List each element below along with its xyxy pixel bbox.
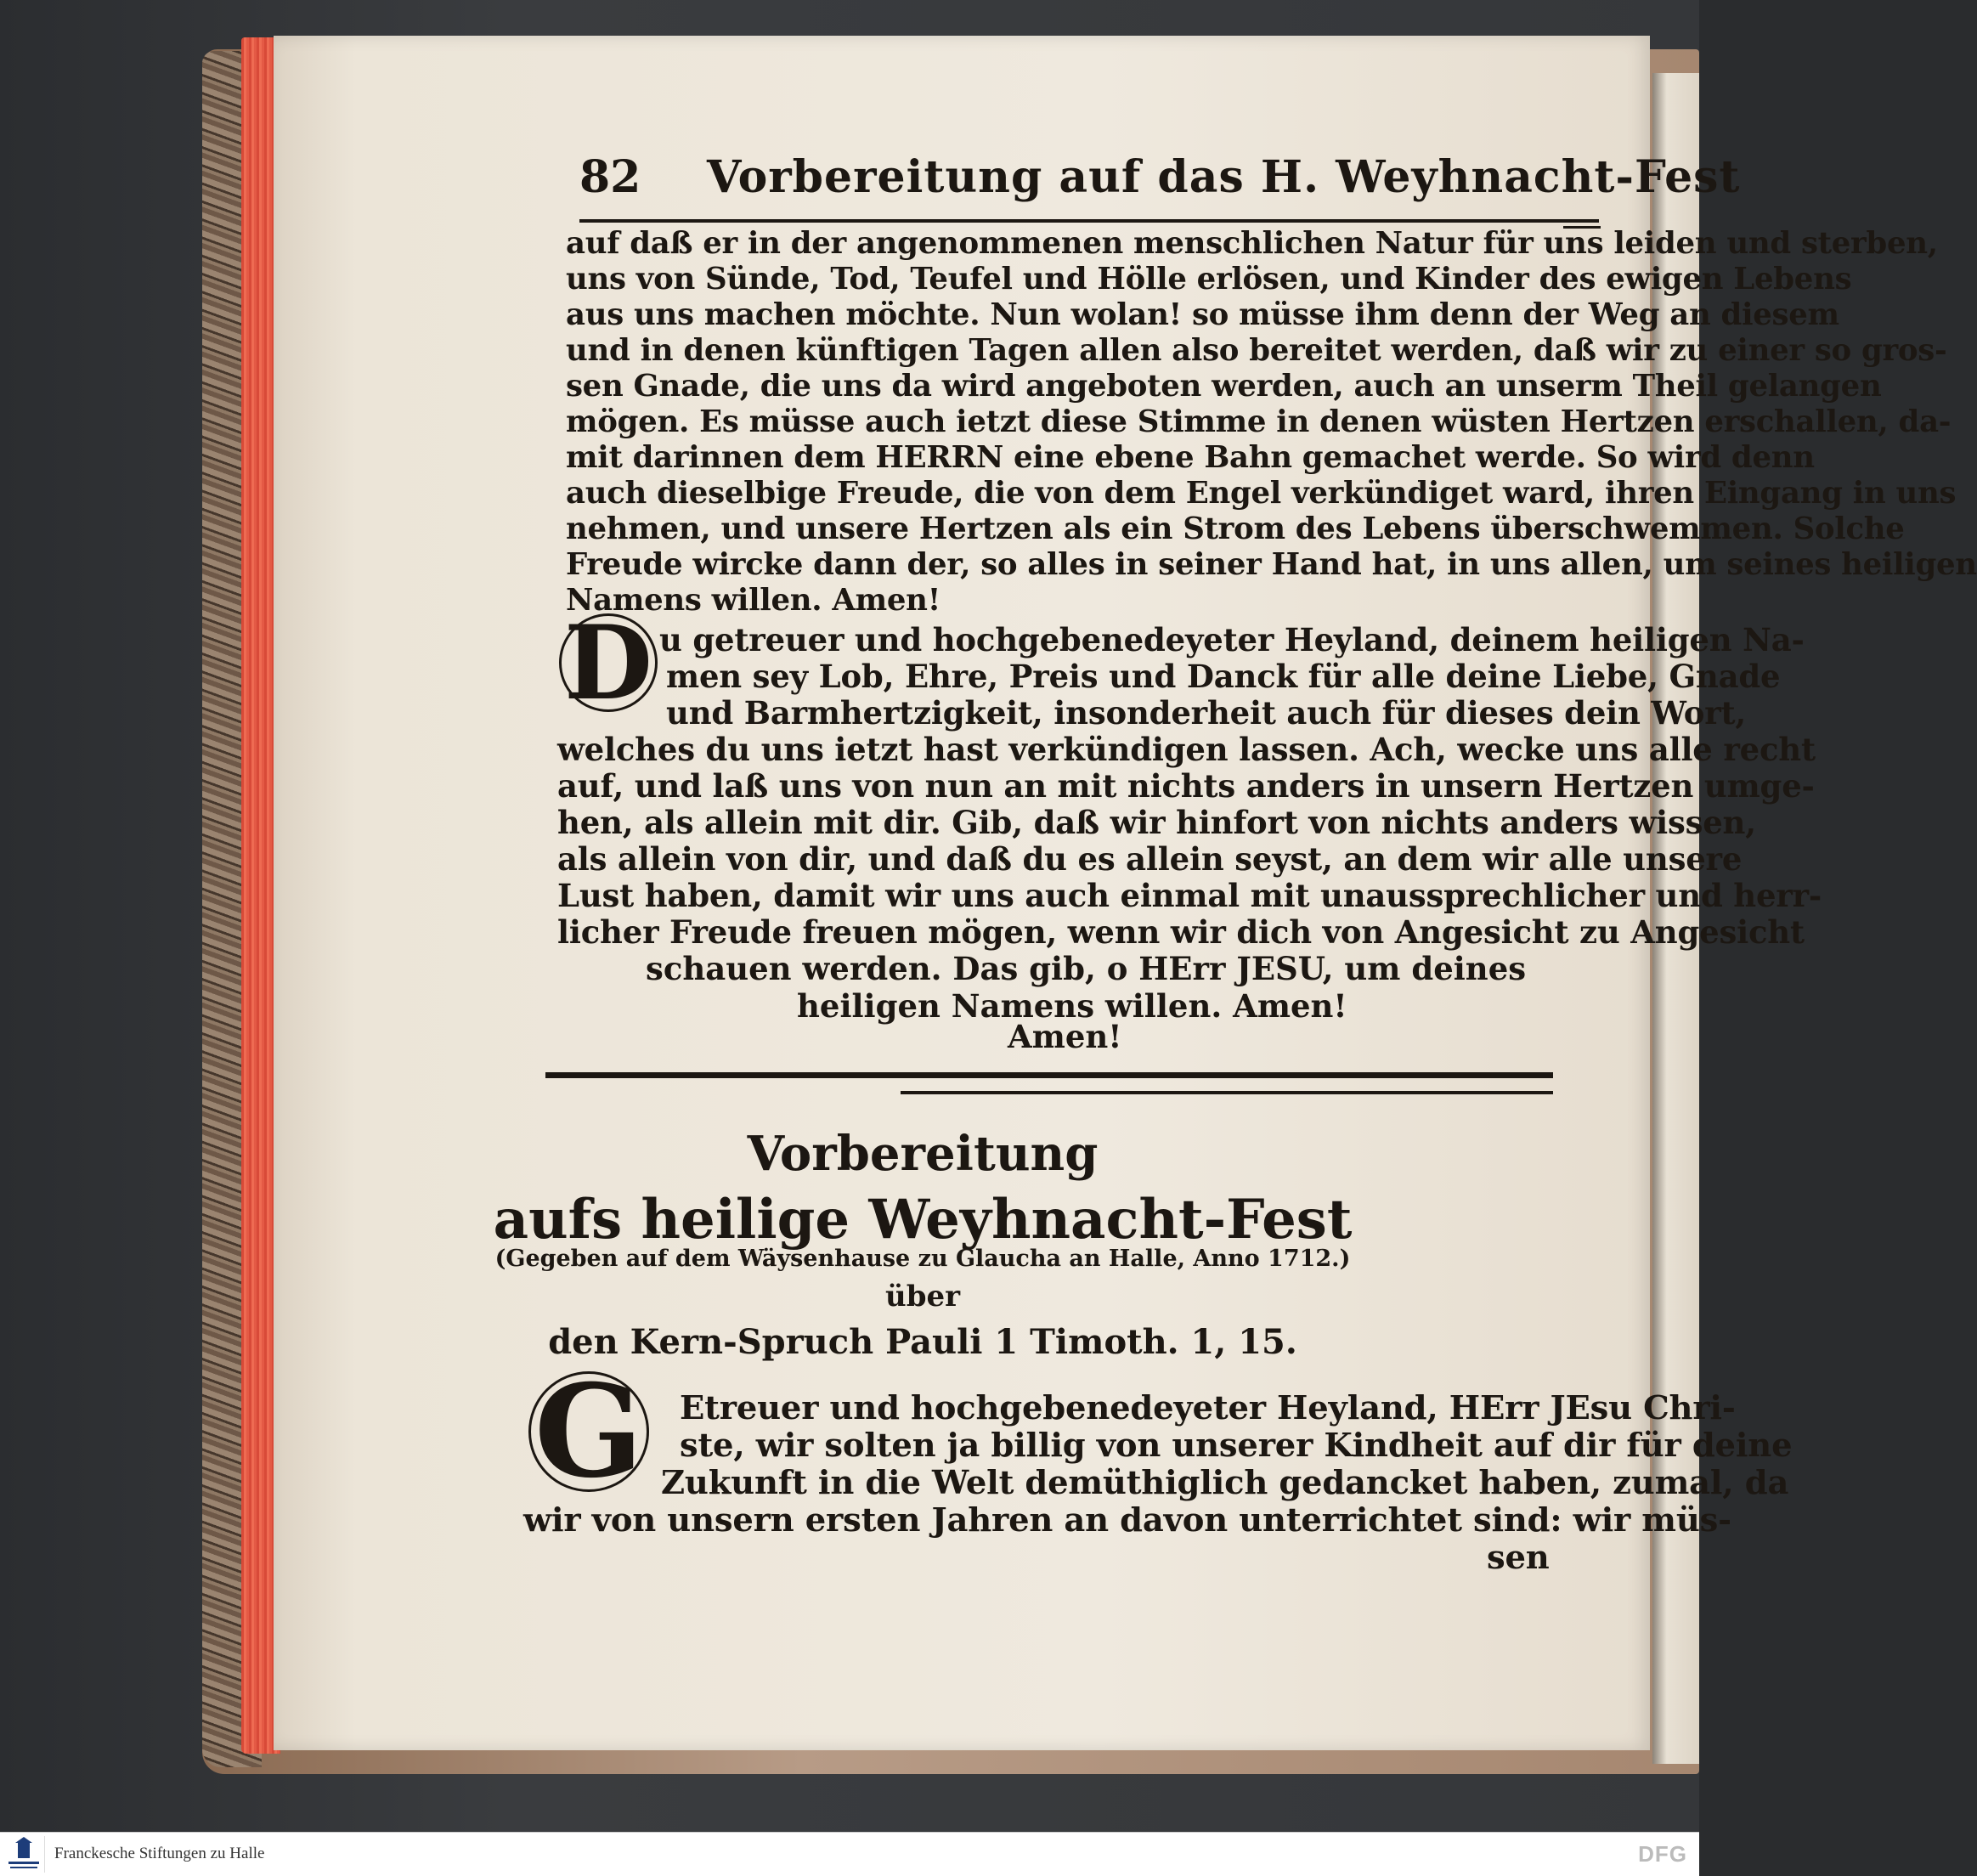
text-line: auf, und laß uns von nun an mit nichts anders in unsern Hertzen umge- bbox=[557, 767, 1815, 805]
paragraph-continued bbox=[566, 226, 1977, 619]
opening-paragraph bbox=[523, 1389, 1793, 1577]
decorated-initial-d: D bbox=[559, 613, 658, 712]
dfg-logo[interactable]: DFG bbox=[1638, 1841, 1687, 1867]
text-line: aus uns machen möchte. Nun wolan! so müsse ihm denn der Weg an diesem bbox=[566, 297, 1839, 332]
footer-bar bbox=[0, 1832, 1699, 1876]
text-line: welches du uns ietzt hast verkündigen lassen. Ach, wecke uns alle recht bbox=[557, 731, 1816, 768]
running-head-title: Vorbereitung auf das H. Weyhnacht-Fest bbox=[707, 151, 1741, 203]
page-number: 82 bbox=[579, 151, 641, 203]
text-line: mögen. Es müsse auch ietzt diese Stimme in denen wüsten Hertzen erschallen, da- bbox=[566, 404, 1952, 439]
prayer-paragraph bbox=[557, 622, 1822, 951]
prayer-closing-line-2: heiligen Namens willen. Amen! bbox=[797, 987, 1347, 1025]
text-line: Lust haben, damit wir uns auch einmal mit unaussprechlicher und herr- bbox=[557, 877, 1822, 914]
section-subtitle: (Gegeben auf dem Wäysenhause zu Glaucha an Halle, Anno 1712.) bbox=[494, 1246, 1351, 1272]
text-line: uns von Sünde, Tod, Teufel und Hölle erlösen, und Kinder des ewigen Lebens bbox=[566, 262, 1852, 297]
text-line: Freude wircke dann der, so alles in seiner Hand hat, in uns allen, um seines heiligen bbox=[566, 547, 1977, 582]
section-text-reference: den Kern-Spruch Pauli 1 Timoth. 1, 15. bbox=[548, 1322, 1297, 1362]
institution-logo-icon[interactable] bbox=[3, 1836, 45, 1873]
text-line: Zukunft in die Welt demüthiglich gedancket haben, zumal, da bbox=[661, 1464, 1789, 1502]
text-line: mit darinnen dem HERRN eine ebene Bahn gemachet werde. So wird denn bbox=[566, 440, 1815, 475]
text-line: hen, als allein mit dir. Gib, daß wir hinfort von nichts anders wissen, bbox=[557, 804, 1756, 841]
text-line: u getreuer und hochgebenedeyeter Heyland, deinem heiligen Na- bbox=[659, 621, 1805, 658]
text-line: Namens willen. Amen! bbox=[566, 583, 940, 618]
section-title-2: aufs heilige Weyhnacht-Fest bbox=[493, 1188, 1353, 1252]
text-line: und in denen künftigen Tagen allen also bereitet werden, daß wir zu einer so gros- bbox=[566, 333, 1947, 368]
text-line: auf daß er in der angenommenen menschlichen Natur für uns leiden und sterben, bbox=[566, 226, 1938, 261]
text-line: licher Freude freuen mögen, wenn wir dich von Angesicht zu Angesicht bbox=[557, 913, 1805, 951]
section-divider bbox=[545, 1072, 1553, 1078]
text-line: Etreuer und hochgebenedeyeter Heyland, HErr JEsu Chri- bbox=[680, 1389, 1736, 1427]
text-line: ste, wir solten ja billig von unserer Kindheit auf dir für deine bbox=[680, 1427, 1793, 1465]
text-line: und Barmhertzigkeit, insonderheit auch für dieses dein Wort, bbox=[666, 694, 1747, 732]
text-line: wir von unsern ersten Jahren an davon unterrichtet sind: wir müs- bbox=[523, 1501, 1731, 1540]
header-rule bbox=[579, 219, 1599, 223]
section-divider-lower bbox=[901, 1091, 1553, 1094]
text-line: als allein von dir, und daß du es allein seyst, an dem wir alle unsere bbox=[557, 840, 1743, 878]
decorated-initial-g: G bbox=[528, 1371, 649, 1492]
text-line: sen Gnade, die uns da wird angeboten werden, auch an unserm Theil gelangen bbox=[566, 369, 1882, 404]
text-line: men sey Lob, Ehre, Preis und Danck für alle deine Liebe, Gnade bbox=[666, 658, 1781, 695]
running-head bbox=[579, 151, 1741, 219]
prayer-closing-line-1: schauen werden. Das gib, o HErr JESU, um deines bbox=[646, 950, 1527, 987]
section-title-1: Vorbereitung bbox=[747, 1126, 1099, 1182]
prayer-closing-line-3: Amen! bbox=[1008, 1018, 1122, 1055]
text-line: sen bbox=[1487, 1539, 1550, 1577]
institution-name[interactable]: Franckesche Stiftungen zu Halle bbox=[54, 1845, 265, 1862]
text-line: nehmen, und unsere Hertzen als ein Strom des Lebens überschwemmen. Solche bbox=[566, 511, 1905, 546]
section-over: über bbox=[884, 1280, 961, 1314]
text-line: auch dieselbige Freude, die von dem Engel verkündiget ward, ihren Eingang in uns bbox=[566, 476, 1957, 511]
